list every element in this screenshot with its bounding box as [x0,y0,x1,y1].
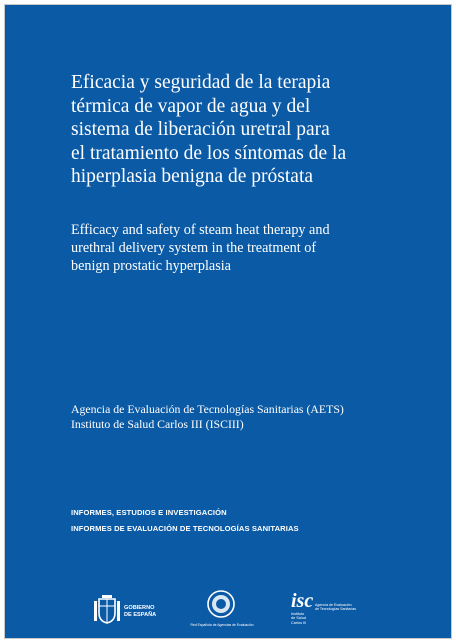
title-line: sistema de liberación uretral para [71,119,330,140]
isciii-line: de Salud [291,616,306,621]
agency-isciii: Instituto de Salud Carlos III (ISCIII) [71,417,244,431]
report-title-spanish [71,71,431,189]
isciii-line: Instituto [291,612,305,616]
series-line: INFORMES DE EVALUACIÓN DE TECNOLOGÍAS SANITARIAS [71,524,299,533]
subtitle-line: Efficacy and safety of steam heat therapy and [71,222,330,238]
report-title-english [71,221,401,275]
agencies-block [71,402,431,432]
aets-line: de Tecnologías Sanitarias [315,607,357,612]
title-line: hiperplasia benigna de próstata [71,166,314,187]
series-block [71,505,431,537]
logo-strip [5,587,453,637]
aets-sublabel [315,603,356,611]
subtitle-line: urethral delivery system in the treatment of [71,240,317,256]
gobierno-line: GOBIERNO [124,605,155,611]
title-line: el tratamiento de los síntomas de la [71,142,347,164]
isciii-logo [291,591,371,631]
isciii-line: Carlos III [291,620,307,625]
report-cover [4,4,452,639]
isciii-mark: isc [291,590,314,612]
isciii-name [291,612,306,625]
gobierno-logo [93,593,183,627]
spain-coat-of-arms-icon [93,593,121,627]
series-line: INFORMES, ESTUDIOS E INVESTIGACIÓN [71,508,227,517]
redets-logo-icon [204,589,238,621]
agency-aets: Agencia de Evaluación de Tecnologías Sanitarias (AETS) [71,402,344,416]
title-line: térmica de vapor de agua y del [71,95,311,117]
subtitle-line: benign prostatic hyperplasia [71,258,231,274]
redets-caption: Red Española de Agencias de Evaluación [190,623,254,627]
gobierno-line: DE ESPAÑA [124,611,157,618]
redets-logo [187,589,257,633]
title-line: Eficacia y seguridad de la terapia [71,72,331,93]
aets-line: Agencia de Evaluación [315,603,352,607]
